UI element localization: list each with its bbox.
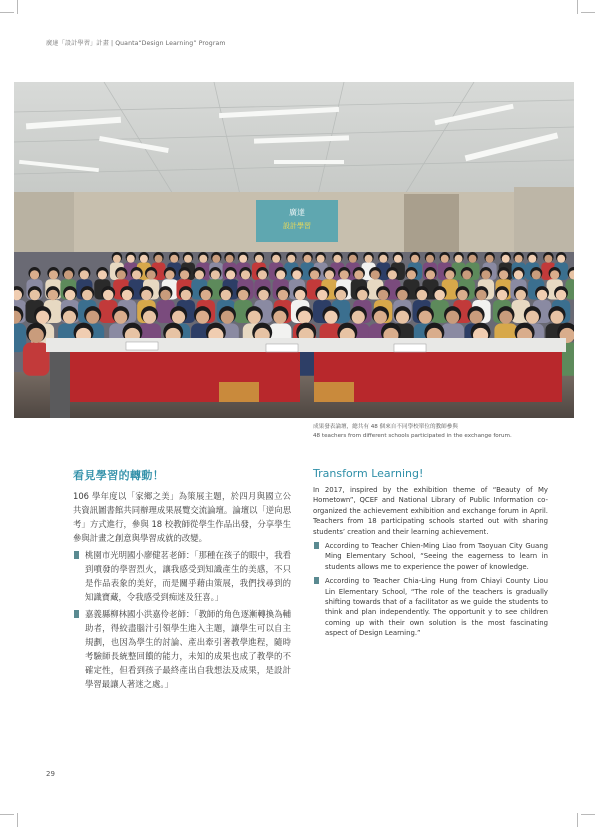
quote-item — [73, 607, 291, 691]
person-face — [292, 270, 301, 279]
person-face — [388, 270, 397, 279]
person-face — [502, 255, 510, 263]
person-face — [86, 311, 99, 324]
quote-bullet-icon — [74, 610, 79, 618]
person-face — [140, 255, 148, 263]
person-face — [201, 290, 212, 301]
person-face — [379, 255, 387, 263]
person-face — [122, 290, 133, 301]
quote-bullet-icon — [314, 542, 319, 549]
person-face — [394, 255, 402, 263]
person-face — [184, 255, 192, 263]
person-face — [336, 290, 347, 301]
intro-paragraph-zh: 106 學年度以「家鄉之美」為策展主題，於四月與國立公共資訊圖書館共同辦理成果展覽交流論壇。論壇以「逆向思考」方式進行，參與 18 校教師從學生作品出發，分享學生參與計畫之創意與學習成就的改變。 — [73, 491, 291, 543]
person-face — [325, 270, 334, 279]
person-face — [469, 255, 477, 263]
person-face — [127, 255, 135, 263]
crop-mark — [17, 813, 18, 827]
person-face — [462, 270, 471, 279]
quote-item — [313, 541, 548, 572]
person-face — [340, 270, 349, 279]
person-face — [396, 311, 409, 324]
crop-mark — [17, 0, 18, 14]
person-face — [556, 290, 567, 301]
crop-mark — [581, 814, 595, 815]
section-heading-zh: 看見學習的轉動！ — [73, 469, 165, 482]
person-face — [172, 311, 185, 324]
person-face — [273, 311, 286, 324]
person-face — [181, 290, 192, 301]
quote-text-en: According to Teacher Chien-Ming Liao from Taoyuan City Guang Ming Elementary School, “Seeing the eagerness to learn in students allows me to experience the power of knowledge. — [325, 542, 548, 571]
person-face — [515, 255, 523, 263]
person-face — [211, 270, 220, 279]
person-face — [255, 255, 263, 263]
person-face — [248, 311, 261, 324]
person-face — [113, 255, 121, 263]
person-face — [481, 270, 490, 279]
person-face — [278, 290, 289, 301]
crop-mark — [577, 813, 578, 827]
person-face — [469, 311, 482, 324]
person-face — [455, 255, 463, 263]
person-face — [154, 255, 162, 263]
person-face — [48, 290, 59, 301]
person-face — [514, 270, 523, 279]
crop-mark — [577, 0, 578, 14]
person-face — [544, 255, 552, 263]
person-face — [49, 270, 58, 279]
person-face — [64, 270, 73, 279]
person-face — [374, 311, 387, 324]
person-face — [486, 255, 494, 263]
running-header: 廣達「設計學習」計畫 | Quanta“Design Learning” Program — [46, 40, 226, 47]
quote-text-zh: 嘉義縣柳林國小洪嘉伶老師：「教師的角色逐漸轉換為輔助者，得絞盡腦汁引領學生進入主題，讓學生可以自主規劃，也因為學生的討論、產出牽引著教學進程，隨時考驗師長統整回饋的能力，未知的成果也成了教學的不確定性，但看到孩子最終產出自我想法及成果，是設計學習最讓人著迷之處。」 — [85, 609, 291, 689]
person-face — [143, 311, 156, 324]
photo-caption — [313, 423, 553, 441]
person-face — [426, 255, 434, 263]
quote-item — [313, 576, 548, 638]
person-face — [117, 270, 126, 279]
person-face — [532, 270, 541, 279]
person-face — [528, 255, 536, 263]
quote-text-en: According to Teacher Chia-Ling Hung from Chiayi County Liou Lin Elementary School, “The role of the teachers is gradually shifting towards that of a facilitator as we guide the students to think and plan independently. The opportunit y to see children coming up with their own solution is the most fascinating aspect of Design Learning.” — [325, 577, 548, 638]
person-face — [434, 290, 445, 301]
quote-bullet-icon — [74, 551, 79, 559]
person-face — [221, 311, 234, 324]
crop-mark — [0, 814, 14, 815]
person-face — [419, 311, 432, 324]
person-face — [141, 290, 152, 301]
person-face — [114, 311, 127, 324]
person-face — [417, 290, 428, 301]
person-face — [29, 290, 40, 301]
person-face — [317, 255, 325, 263]
person-face — [476, 290, 487, 301]
person-face — [165, 270, 174, 279]
banner-text: 設計學習 — [283, 222, 311, 230]
person-face — [365, 255, 373, 263]
person-face — [103, 290, 114, 301]
person-face — [446, 311, 459, 324]
crop-mark — [0, 12, 14, 13]
person-face — [132, 270, 141, 279]
person-face — [63, 311, 76, 324]
person-face — [349, 255, 357, 263]
person-face — [304, 255, 312, 263]
person-face — [98, 270, 107, 279]
person-face — [199, 255, 207, 263]
person-face — [180, 270, 189, 279]
person-face — [333, 255, 341, 263]
section-heading-en: Transform Learning! — [313, 467, 424, 480]
caption-zh: 成果發表論壇，總共有 48 個來自不同學校單位的教師參與 — [313, 424, 458, 430]
person-face — [241, 270, 250, 279]
person-face — [272, 255, 280, 263]
person-face — [170, 255, 178, 263]
person-face — [258, 270, 267, 279]
person-face — [371, 270, 380, 279]
person-face — [317, 290, 328, 301]
person-face — [146, 270, 155, 279]
person-face — [160, 290, 171, 301]
person-face — [80, 270, 89, 279]
person-face — [324, 311, 337, 324]
group-photo-illustration — [14, 82, 574, 418]
person-face — [212, 255, 220, 263]
page-number: 29 — [46, 770, 55, 778]
person-face — [82, 290, 93, 301]
person-face — [354, 270, 363, 279]
quote-item — [73, 548, 291, 604]
person-face — [550, 311, 563, 324]
intro-paragraph-en: In 2017, inspired by the exhibition theme of “Beauty of My Hometown”, QCEF and National Library of Public Information co-organized the achievement exhibition and exchange forum in April. Teachers from 18 participating schools started out with sharing students’ creation and their learning achievement. — [313, 486, 548, 536]
person-face — [298, 311, 311, 324]
person-face — [238, 290, 249, 301]
person-face — [411, 255, 419, 263]
person-face — [499, 270, 508, 279]
person-face — [226, 270, 235, 279]
person-face — [515, 290, 526, 301]
person-face — [407, 270, 416, 279]
person-face — [557, 255, 565, 263]
person-face — [445, 270, 454, 279]
person-face — [457, 290, 468, 301]
person-face — [258, 290, 269, 301]
person-face — [226, 255, 234, 263]
caption-en: 48 teachers from different schools participated in the exchange forum. — [313, 433, 512, 439]
person-face — [65, 290, 76, 301]
person-body — [23, 343, 50, 376]
quote-bullet-icon — [314, 577, 319, 584]
banner-text: 廣達 — [289, 208, 305, 217]
person-face — [287, 255, 295, 263]
person-face — [357, 290, 368, 301]
person-face — [36, 311, 49, 324]
person-face — [239, 255, 247, 263]
crop-mark — [581, 12, 595, 13]
chinese-column — [73, 467, 291, 694]
person-face — [195, 270, 204, 279]
person-face — [537, 290, 548, 301]
quote-text-zh: 桃園市光明國小廖健茗老師：「那種在孩子的眼中，我看到噴發的學習烈火，讓我感受到知識產生的美感，不只是作品表象的美好，而是關乎藉由策展，我們找尋到的知識寶藏，令我感受到痴迷及狂喜。」 — [85, 550, 291, 602]
person-face — [378, 290, 389, 301]
person-face — [426, 270, 435, 279]
group-photo — [14, 82, 574, 418]
person-face — [310, 270, 319, 279]
person-face — [29, 328, 44, 343]
person-face — [497, 290, 508, 301]
person-face — [441, 255, 449, 263]
person-face — [499, 311, 512, 324]
person-face — [221, 290, 232, 301]
person-face — [196, 311, 209, 324]
person-face — [30, 270, 39, 279]
person-face — [550, 270, 559, 279]
person-face — [397, 290, 408, 301]
person-face — [276, 270, 285, 279]
english-column — [313, 467, 548, 643]
person-face — [295, 290, 306, 301]
person-face — [352, 311, 365, 324]
person-face — [526, 311, 539, 324]
